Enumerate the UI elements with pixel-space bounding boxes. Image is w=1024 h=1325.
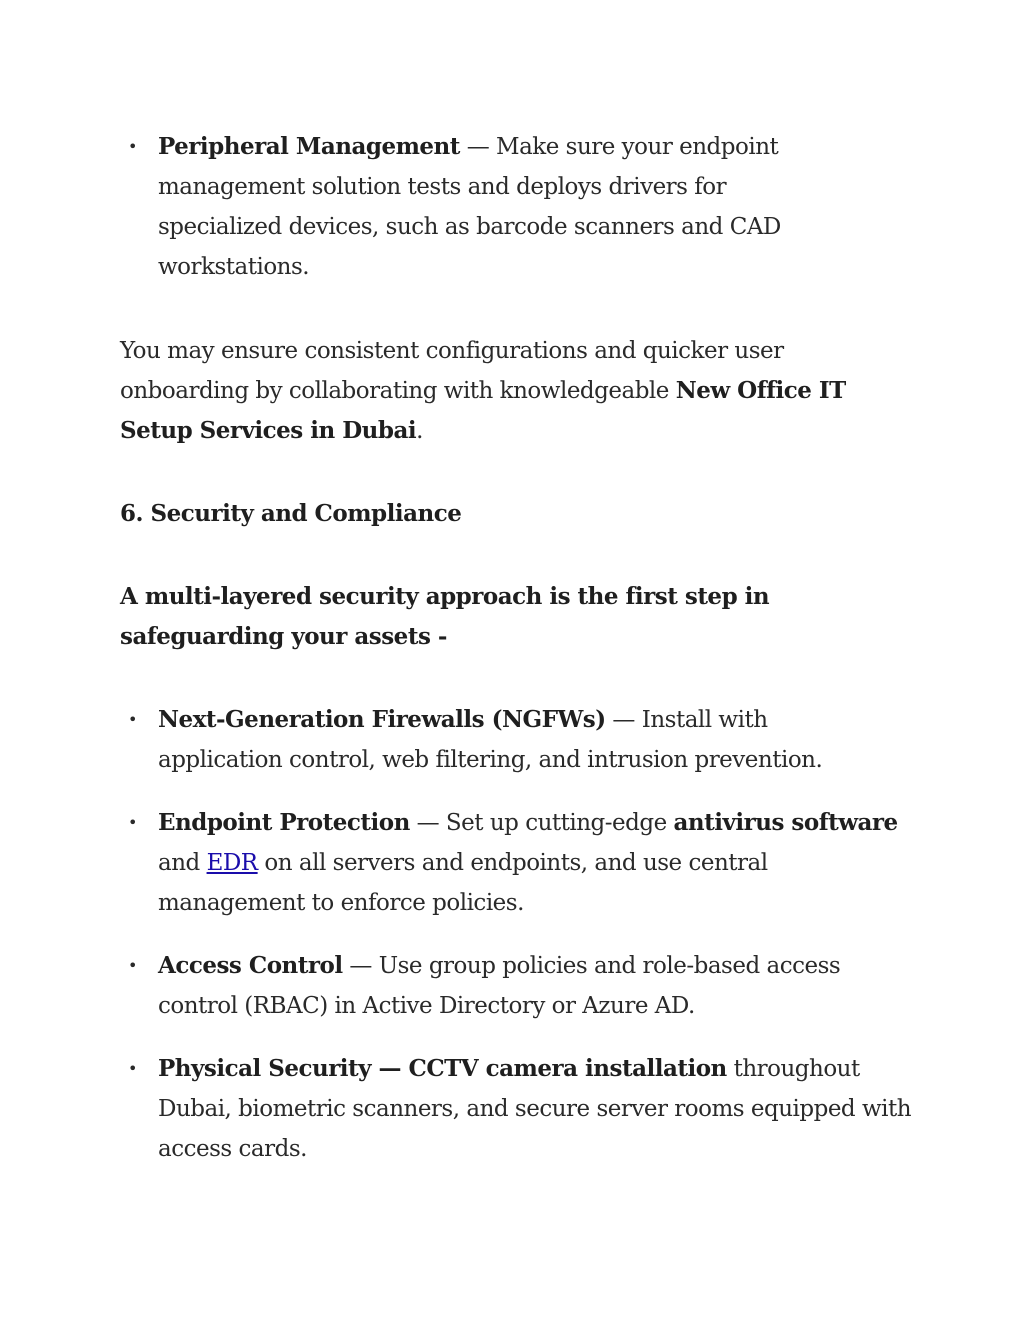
bullet-icon: • [128,813,137,832]
item-text: Make sure your endpoint management solution tests and deploys drivers for specialized devices, such as barcode scanners and CAD workstations. [158,134,781,280]
item-text: Set up cutting-edge [445,810,674,836]
item-separator: — [342,953,379,979]
section-intro: A multi-layered security approach is the first step in safeguarding your assets - [120,583,770,650]
item-text: Install with application control, web filtering, and intrusion prevention. [158,707,823,773]
paragraph-text: You may ensure consistent configurations and quicker user onboarding by collaborating with knowledgeable [120,338,784,404]
item-title: Next-Generation Firewalls (NGFWs) [158,706,606,733]
bullet-icon: • [128,1059,137,1078]
peripheral-list [120,127,820,287]
bullet-icon: • [128,956,137,975]
item-bold: antivirus software [673,809,898,836]
list-item-endpoint-protection [120,803,898,923]
item-text: throughout Dubai, biometric scanners, and secure server rooms equipped with access cards. [158,1056,912,1162]
document-page [120,127,910,1169]
list-item-physical-security [120,1049,918,1169]
section-heading: 6. Security and Compliance [120,500,462,527]
item-separator: — [605,707,642,733]
onboarding-paragraph [120,331,910,451]
item-text: on all servers and endpoints, and use central management to enforce policies. [158,850,768,916]
item-title: Endpoint Protection [158,809,410,836]
list-item-access-control [120,946,858,1026]
item-separator: — [459,134,497,160]
security-list [120,700,910,1169]
list-item-ngfw [120,700,838,780]
bullet-icon: • [128,137,137,156]
item-title: Physical Security — CCTV camera installation [158,1055,727,1082]
item-text: and [158,850,207,876]
paragraph-bold: New Office IT Setup Services in Dubai [120,377,846,444]
paragraph-period: . [416,418,423,444]
item-title: Peripheral Management [158,133,460,160]
item-text: Use group policies and role-based access control (RBAC) in Active Directory or Azure AD. [158,953,841,1019]
edr-link[interactable]: EDR [206,850,258,876]
list-item-peripheral-management [120,127,820,287]
item-title: Access Control [158,952,343,979]
bullet-icon: • [128,710,137,729]
item-separator: — [409,810,446,836]
